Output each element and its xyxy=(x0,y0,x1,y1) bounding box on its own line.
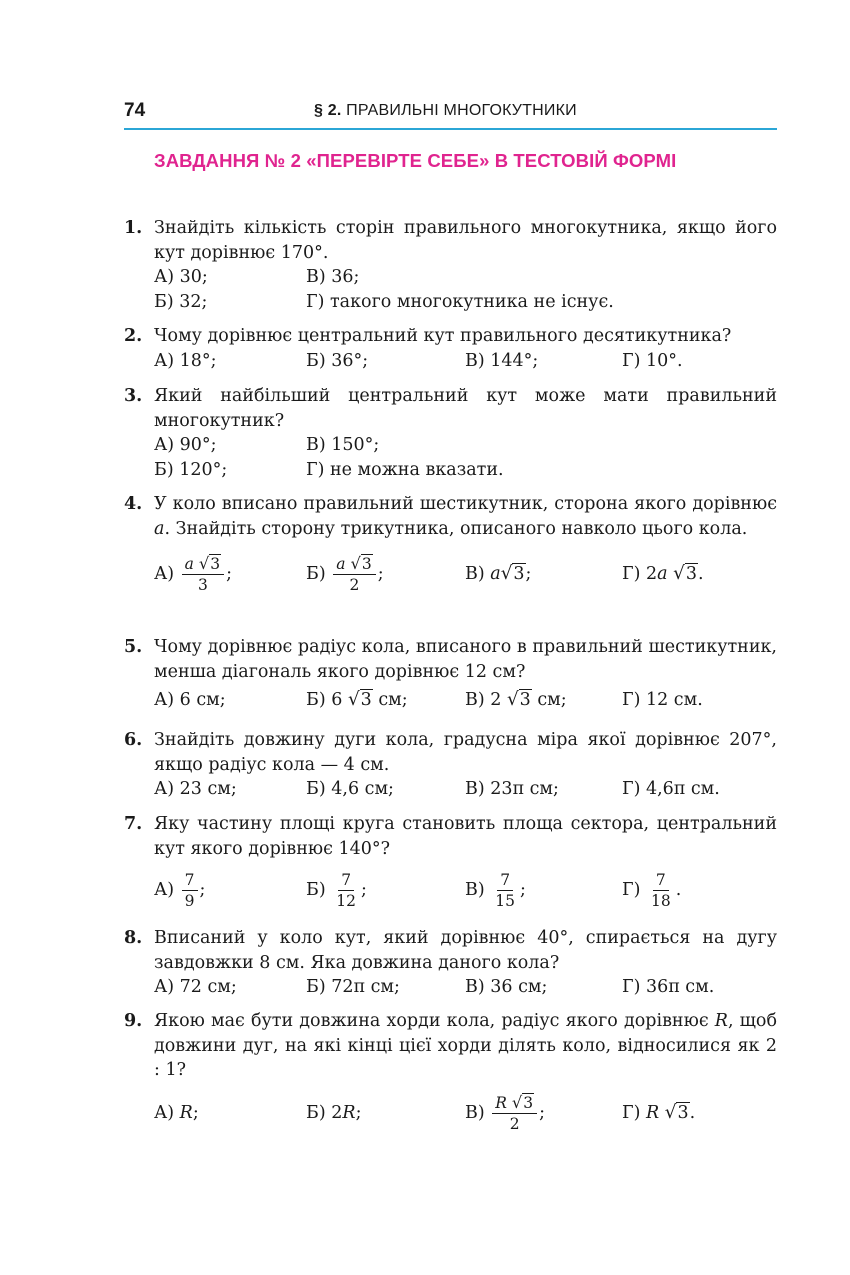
options-row xyxy=(154,547,777,601)
page-number: 74 xyxy=(124,100,146,121)
task-question: Якою має бути довжина хорди кола, радіус якого дорівнює R, щоб довжини дуг, на які кінці цієї хорди ділять коло, відносилися як 2 : 1? xyxy=(154,1011,777,1080)
option-v: В) $\frac{7}{15}$ ; xyxy=(465,870,526,910)
task-question: Який найбільший центральний кут може мати правильний многокутник? xyxy=(154,386,777,431)
section-title: ЗАВДАННЯ № 2 «ПЕРЕВІРТЕ СЕБЕ» В ТЕСТОВІЙ ФОРМІ xyxy=(154,150,677,171)
option-g: Г) 10°. xyxy=(622,350,683,371)
option-g: Г) не можна вказати. xyxy=(306,459,504,480)
option-a: А) 6 см; xyxy=(154,690,226,710)
task-number: 3. xyxy=(124,386,143,406)
option-g: Г) 12 см. xyxy=(622,690,703,710)
option-b: Б) 36°; xyxy=(306,350,369,371)
option-a: А) $\frac{a √3}{3}$ ; xyxy=(154,553,233,594)
task-4 xyxy=(124,492,777,601)
option-b: Б) 2 R ; xyxy=(306,1103,362,1124)
option-a: А) 23 см; xyxy=(154,779,237,799)
option-a: А) 72 см; xyxy=(154,977,237,997)
fraction: $\frac{7}{12}$ xyxy=(336,870,356,910)
fraction: $\frac{7}{9}$ xyxy=(182,870,198,911)
option-b: Б) $\frac{7}{12}$ ; xyxy=(306,870,367,910)
option-g: Г) R √3 . xyxy=(622,1102,696,1124)
task-number: 4. xyxy=(124,494,143,514)
options-row xyxy=(154,458,777,483)
option-g: Г) 2 a √3 . xyxy=(622,562,704,584)
section-name: ПРАВИЛЬНІ МНОГОКУТНИКИ xyxy=(346,102,577,119)
running-head xyxy=(314,102,577,120)
task-question: Знайдіть довжину дуги кола, градусна міра якої дорівнює 207°, якщо радіус кола — 4 см. xyxy=(154,730,777,775)
options-row xyxy=(154,688,777,713)
section-mark: § 2. xyxy=(314,102,342,119)
options-row xyxy=(154,349,777,374)
option-v: В) 144°; xyxy=(465,350,539,371)
options-row xyxy=(154,1087,777,1141)
option-a: А) R ; xyxy=(154,1103,199,1124)
task-number: 2. xyxy=(124,326,143,346)
task-question: Вписаний у коло кут, який дорівнює 40°, спирається на дугу завдовжки 8 см. Яка довжина даного кола? xyxy=(154,928,777,973)
task-8 xyxy=(124,926,777,1000)
option-b: Б) 4,6 см; xyxy=(306,779,394,799)
option-a: А) $\frac{7}{9}$ ; xyxy=(154,870,206,910)
option-g: Г) такого многокутника не існує. xyxy=(306,291,614,312)
option-v: В) 2 √3 см; xyxy=(465,689,567,710)
task-number: 1. xyxy=(124,218,143,238)
task-number: 7. xyxy=(124,814,143,834)
task-number: 8. xyxy=(124,928,143,948)
task-question: У коло вписано правильний шестикутник, сторона якого дорівнює a. Знайдіть сторону трикутника, описаного навколо цього кола. xyxy=(154,494,777,539)
option-b: Б) $\frac{a √3}{2}$ ; xyxy=(306,553,384,594)
fraction: $\frac{a √3}{2}$ xyxy=(333,554,375,595)
option-g: Г) 4,6π см. xyxy=(622,779,720,799)
options-row xyxy=(154,265,777,290)
option-g: Г) 36π см. xyxy=(622,977,715,997)
option-v: В) $\frac{R √3}{2}$ ; xyxy=(465,1093,546,1133)
option-v: В) 150°; xyxy=(306,435,380,455)
option-g: Г) $\frac{7}{18}$ . xyxy=(622,870,682,910)
task-number: 9. xyxy=(124,1011,143,1031)
option-a: А) 90°; xyxy=(154,435,217,455)
options-row xyxy=(154,975,777,1000)
math-variable: a xyxy=(154,518,165,539)
math-variable: R xyxy=(714,1011,728,1031)
task-number: 5. xyxy=(124,637,143,657)
task-question: Чому дорівнює центральний кут правильного десятикутника? xyxy=(154,326,732,346)
option-v: В) 23π см; xyxy=(465,779,559,799)
task-question: Знайдіть кількість сторін правильного многокутника, якщо його кут дорівнює 170°. xyxy=(154,218,777,263)
option-b: Б) 32; xyxy=(154,291,208,312)
task-3 xyxy=(124,384,777,482)
option-v: В) 36 см; xyxy=(465,977,548,997)
options-row xyxy=(154,863,777,917)
option-v: В) 36; xyxy=(306,267,360,287)
fraction: $\frac{a √3}{3}$ xyxy=(182,554,224,595)
task-2 xyxy=(124,324,777,373)
header-rule xyxy=(124,128,777,130)
options-row xyxy=(154,290,777,315)
option-b: Б) 6 √3 см; xyxy=(306,689,408,710)
task-1 xyxy=(124,216,777,314)
fraction: $\frac{R √3}{2}$ xyxy=(492,1093,537,1134)
task-5 xyxy=(124,635,777,713)
option-v: В) a √3 ; xyxy=(465,562,532,584)
fraction: $\frac{7}{18}$ xyxy=(651,870,671,910)
task-6 xyxy=(124,728,777,802)
task-question: Яку частину площі круга становить площа сектора, центральний кут якого дорівнює 140°? xyxy=(154,814,777,859)
options-row xyxy=(154,777,777,802)
options-row xyxy=(154,433,777,458)
task-number: 6. xyxy=(124,730,143,750)
task-question: Чому дорівнює радіус кола, вписаного в правильний шестикутник, менша діагональ якого дорівнює 12 см? xyxy=(154,637,777,682)
option-b: Б) 72π см; xyxy=(306,977,400,997)
fraction: $\frac{7}{15}$ xyxy=(495,870,515,910)
option-b: Б) 120°; xyxy=(154,459,228,480)
option-a: А) 18°; xyxy=(154,350,217,371)
task-7 xyxy=(124,812,777,917)
option-a: А) 30; xyxy=(154,267,208,287)
task-9 xyxy=(124,1009,777,1141)
